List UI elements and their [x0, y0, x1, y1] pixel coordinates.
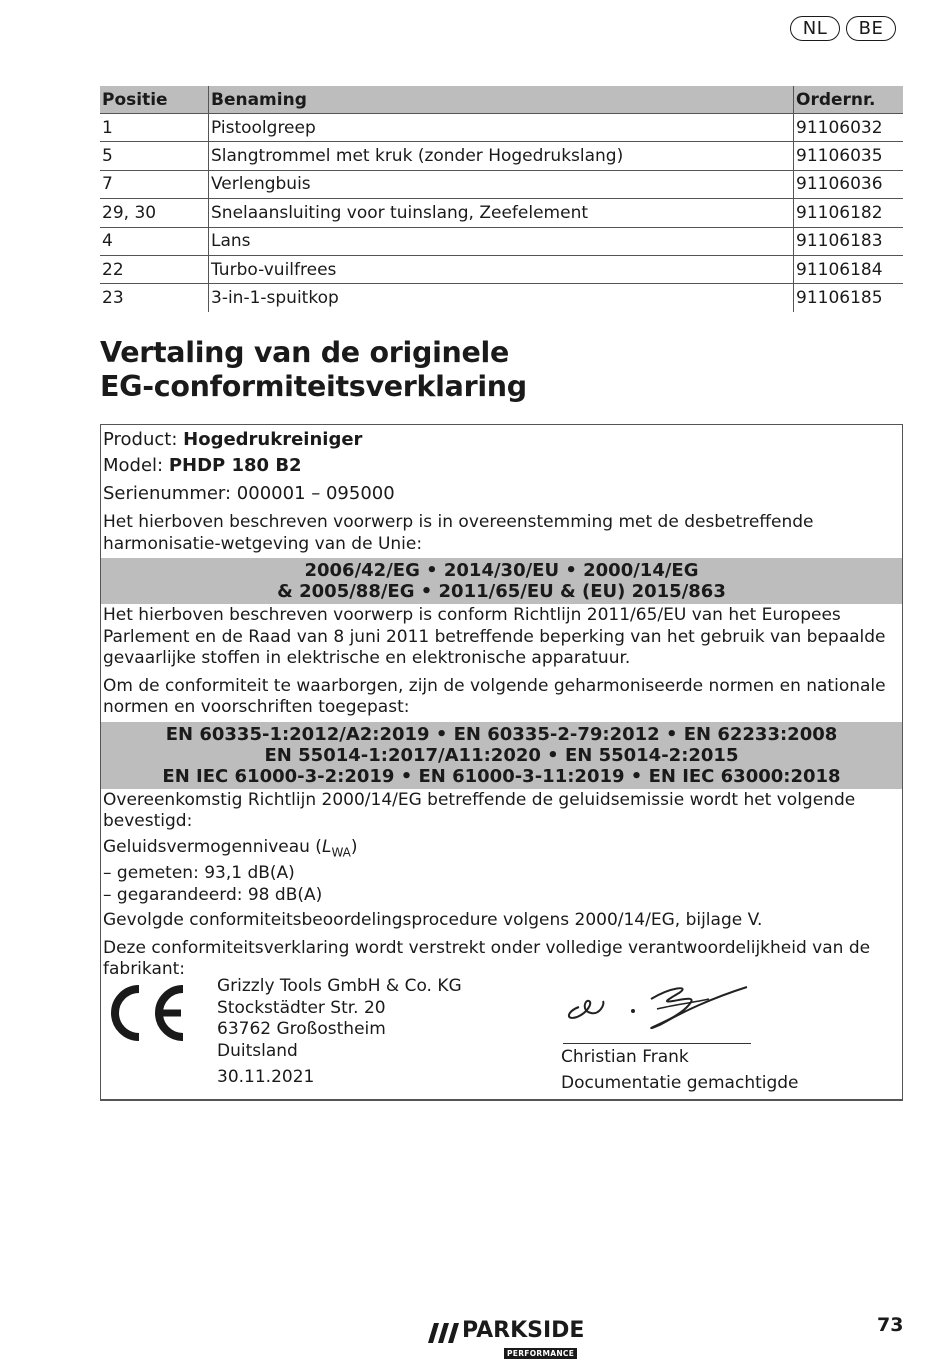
table-header-row — [100, 86, 903, 114]
cell-name: 3-in-1-spuitkop — [209, 284, 794, 312]
model-label: Model: — [103, 455, 169, 476]
directives-band — [101, 558, 902, 604]
column-header-position: Positie — [100, 86, 209, 114]
ce-mark-icon — [103, 983, 189, 1043]
cell-position: 23 — [100, 284, 209, 312]
cell-order-number: 91106184 — [794, 255, 904, 283]
address-line-city: 63762 Großostheim — [217, 1019, 386, 1039]
cell-position: 7 — [100, 170, 209, 198]
norms-line-3: EN IEC 61000-3-2:2019 • EN 61000-3-11:2019 • EN IEC 63000:2018 — [162, 765, 841, 787]
language-badges — [790, 16, 896, 41]
sound-power-symbol: L — [321, 836, 332, 857]
noise-directive-text: Overeenkomstig Richtlijn 2000/14/EG betreffende de geluidsemissie wordt het volgende bevestigd: — [103, 789, 856, 831]
cell-name: Slangtrommel met kruk (zonder Hogedrukslang) — [209, 142, 794, 170]
table-row — [100, 114, 903, 142]
rohs-text: Het hierboven beschreven voorwerp is conform Richtlijn 2011/65/EU van het Europees Parlement en de Raad van 8 juni 2011 betreffende beperking van het gebruik van bepaalde gevaarlijke stoffen in elektrische en elektronische apparatuur. — [103, 605, 886, 668]
parkside-logo — [428, 1318, 590, 1362]
table-row — [100, 170, 903, 198]
product-line — [101, 427, 902, 452]
address-line-country: Duitsland — [217, 1040, 298, 1061]
brand-subline: PERFORMANCE — [504, 1348, 577, 1359]
manufacturer-address — [217, 976, 462, 1062]
column-header-name: Benaming — [209, 86, 794, 114]
table-row — [100, 255, 903, 283]
signature-line — [563, 1043, 751, 1044]
model-line — [101, 452, 902, 480]
guaranteed-value: – gegarandeerd: 98 dB(A) — [103, 884, 323, 905]
norms-band — [101, 722, 902, 789]
cell-name: Lans — [209, 227, 794, 255]
sound-power-subscript: WA — [331, 844, 351, 859]
declaration-title-line-2: EG-conformiteitsverklaring — [100, 370, 527, 403]
address-line-company: Grizzly Tools GmbH & Co. KG — [217, 976, 462, 996]
measured-value: – gemeten: 93,1 dB(A) — [103, 863, 295, 884]
harmonisation-text: Het hierboven beschreven voorwerp is in overeenstemming met de desbetreffende harmonisatie-wetgeving van de Unie: — [103, 512, 814, 554]
cell-position: 29, 30 — [100, 199, 209, 227]
cell-order-number: 91106032 — [794, 114, 904, 142]
product-value: Hogedrukreiniger — [183, 429, 363, 450]
serial-number: Serienummer: 000001 – 095000 — [103, 483, 395, 504]
cell-position: 22 — [100, 255, 209, 283]
address-line-street: Stockstädter Str. 20 — [217, 997, 386, 1018]
declaration-title-line-1: Vertaling van de originele — [100, 336, 510, 369]
language-badge-be: BE — [846, 16, 896, 41]
cell-name: Snelaansluiting voor tuinslang, Zeefelement — [209, 199, 794, 227]
cell-name: Pistoolgreep — [209, 114, 794, 142]
table-row — [100, 227, 903, 255]
norms-line-2: EN 55014-1:2017/A11:2020 • EN 55014-2:2015 — [264, 744, 739, 766]
cell-name: Turbo-vuilfrees — [209, 255, 794, 283]
assessment-procedure: Gevolgde conformiteitsbeoordelingsprocedure volgens 2000/14/EG, bijlage V. — [103, 910, 763, 931]
declaration-title — [100, 336, 900, 404]
cell-name: Verlengbuis — [209, 170, 794, 198]
signatory-role: Documentatie gemachtigde — [561, 1073, 799, 1093]
logo-slashes-icon — [428, 1323, 460, 1343]
cell-position: 1 — [100, 114, 209, 142]
column-header-order-number: Ordernr. — [794, 86, 904, 114]
declaration-date: 30.11.2021 — [217, 1067, 315, 1087]
signatory-name: Christian Frank — [561, 1047, 689, 1067]
table-row — [100, 142, 903, 170]
cell-order-number: 91106036 — [794, 170, 904, 198]
table-row — [100, 199, 903, 227]
directives-line-2: & 2005/88/EG • 2011/65/EU & (EU) 2015/863 — [277, 581, 726, 602]
cell-order-number: 91106185 — [794, 284, 904, 312]
sound-power-label: Geluidsvermogenniveau ( — [103, 836, 322, 857]
table-row — [100, 284, 903, 312]
cell-order-number: 91106035 — [794, 142, 904, 170]
norms-line-1: EN 60335-1:2012/A2:2019 • EN 60335-2-79:2012 • EN 62233:2008 — [165, 723, 838, 745]
signature-icon — [561, 977, 761, 1041]
cell-order-number: 91106183 — [794, 227, 904, 255]
sound-power-close: ) — [350, 836, 358, 857]
model-value: PHDP 180 B2 — [168, 455, 302, 476]
page-number: 73 — [877, 1314, 904, 1336]
norms-intro: Om de conformiteit te waarborgen, zijn de volgende geharmoniseerde normen en nationale normen en voorschriften toegepast: — [103, 675, 886, 717]
declaration-box — [100, 424, 903, 1101]
cell-order-number: 91106182 — [794, 199, 904, 227]
cell-position: 5 — [100, 142, 209, 170]
spare-parts-table — [100, 86, 903, 312]
sound-power-level — [101, 837, 902, 864]
responsibility-statement: Deze conformiteitsverklaring wordt verstrekt onder volledige verantwoordelijkheid van de fabrikant: — [103, 937, 871, 980]
language-badge-nl: NL — [790, 16, 840, 41]
brand-name: PARKSIDE — [462, 1318, 585, 1343]
product-label: Product: — [103, 429, 184, 450]
directives-line-1: 2006/42/EG • 2014/30/EU • 2000/14/EG — [304, 560, 699, 581]
cell-position: 4 — [100, 227, 209, 255]
